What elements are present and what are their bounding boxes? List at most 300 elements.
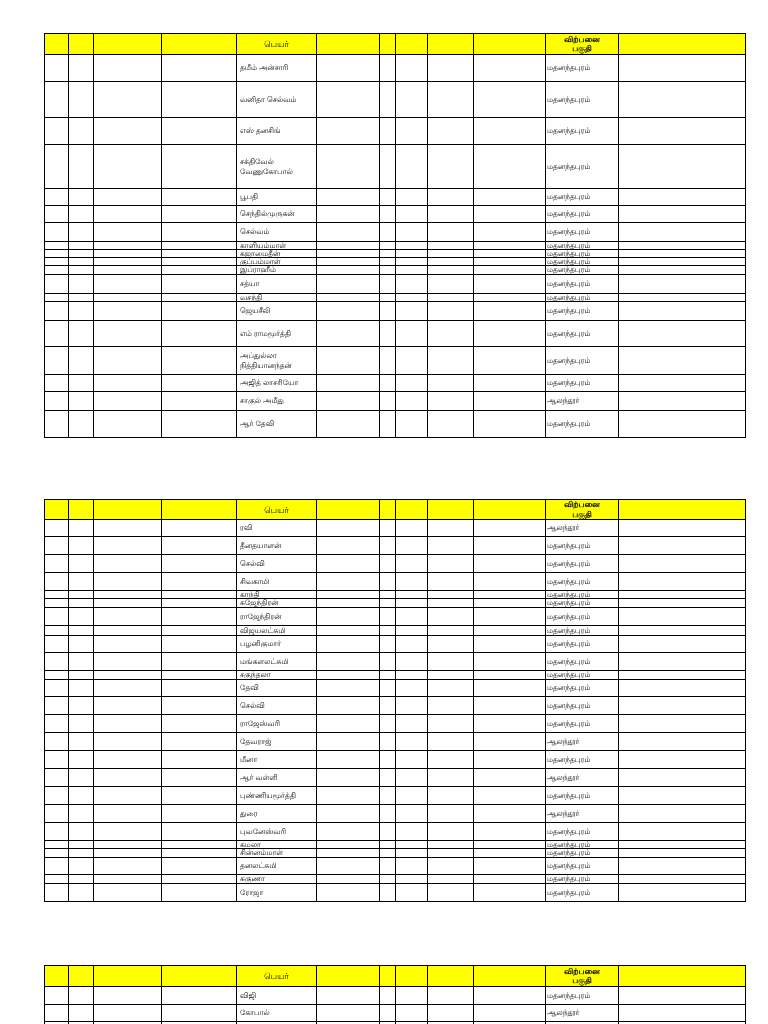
empty-cell: [162, 849, 237, 857]
empty-cell: [45, 715, 69, 732]
customer-name: காந்தி: [240, 589, 260, 599]
empty-cell: [69, 347, 94, 374]
empty-cell: [162, 573, 237, 590]
customer-name: அப்துல்லா நித்தியானந்தன்: [240, 350, 292, 370]
empty-cell: [619, 55, 746, 81]
empty-cell: [474, 242, 546, 249]
empty-cell: [380, 258, 396, 265]
empty-cell: [474, 787, 546, 804]
empty-cell: [94, 805, 162, 822]
empty-cell: [45, 591, 69, 598]
empty-cell: [396, 823, 428, 840]
empty-cell: [428, 599, 474, 607]
empty-cell: [619, 275, 746, 293]
empty-cell: [428, 884, 474, 901]
empty-cell: [474, 189, 546, 205]
table-row: [45, 849, 746, 858]
empty-cell: [474, 145, 546, 188]
empty-cell: [380, 787, 396, 804]
table-row: [45, 223, 746, 242]
empty-cell: [396, 242, 428, 249]
empty-cell: [619, 118, 746, 144]
empty-cell: [428, 858, 474, 874]
empty-cell: [396, 769, 428, 786]
name-cell: [237, 599, 317, 607]
empty-cell: [474, 671, 546, 679]
sales-area-cell: [546, 275, 619, 293]
empty-cell: [396, 733, 428, 750]
empty-cell: [396, 294, 428, 301]
empty-cell: [94, 875, 162, 883]
empty-cell: [317, 849, 380, 857]
empty-cell: [69, 671, 94, 679]
empty-cell: [396, 520, 428, 536]
table-row: [45, 82, 746, 118]
empty-cell: [69, 715, 94, 732]
empty-cell: [162, 653, 237, 670]
empty-cell: [69, 599, 94, 607]
empty-cell: [94, 987, 162, 1004]
empty-cell: [619, 671, 746, 679]
table-row: [45, 680, 746, 697]
sales-area-cell: [546, 599, 619, 607]
empty-cell: [619, 769, 746, 786]
empty-cell: [94, 787, 162, 804]
empty-cell: [94, 849, 162, 857]
empty-cell: [428, 294, 474, 301]
empty-cell: [45, 302, 69, 320]
empty-cell: [380, 145, 396, 188]
sales-area: மதனந்தபுரம்: [547, 540, 591, 550]
empty-cell: [162, 599, 237, 607]
empty-cell: [474, 573, 546, 590]
empty-cell: [162, 82, 237, 117]
customer-name: ராஜேந்திரன்: [240, 611, 282, 621]
empty-cell: [317, 321, 380, 346]
empty-cell: [94, 250, 162, 257]
empty-cell: [619, 392, 746, 410]
sales-area-cell: [546, 118, 619, 144]
empty-cell: [474, 250, 546, 257]
sales-area: மதனந்தபுரம்: [547, 874, 591, 883]
customer-name: செந்தில்முருகன்: [240, 209, 295, 218]
empty-cell: [69, 823, 94, 840]
sales-area: மதனந்தபுரம்: [547, 94, 591, 104]
empty-cell: [396, 275, 428, 293]
empty-cell: [428, 223, 474, 241]
empty-cell: [428, 206, 474, 222]
empty-cell: [45, 145, 69, 188]
table-row: [45, 145, 746, 189]
empty-cell: [428, 636, 474, 652]
empty-cell: [69, 206, 94, 222]
empty-cell: [474, 520, 546, 536]
name-header-label: பெயர்: [264, 39, 289, 49]
sales-area: மதனந்தபுரம்: [547, 558, 591, 568]
empty-cell: [317, 875, 380, 883]
empty-cell: [69, 223, 94, 241]
header-cell: [162, 966, 237, 986]
customer-name: வனிதா செல்வம்: [240, 94, 297, 104]
empty-cell: [94, 118, 162, 144]
empty-cell: [428, 987, 474, 1004]
empty-cell: [162, 392, 237, 410]
empty-cell: [162, 555, 237, 572]
empty-cell: [396, 321, 428, 346]
empty-cell: [94, 697, 162, 714]
sales-area-cell: [546, 392, 619, 410]
empty-cell: [428, 242, 474, 249]
empty-cell: [94, 206, 162, 222]
header-cell: [380, 966, 396, 986]
empty-cell: [45, 608, 69, 625]
empty-cell: [619, 697, 746, 714]
empty-cell: [162, 375, 237, 391]
empty-cell: [317, 275, 380, 293]
empty-cell: [619, 82, 746, 117]
empty-cell: [428, 302, 474, 320]
empty-cell: [317, 55, 380, 81]
name-cell: [237, 347, 317, 374]
empty-cell: [619, 653, 746, 670]
empty-cell: [69, 653, 94, 670]
table-row: [45, 555, 746, 573]
sales-area: ஆலந்தூர்: [547, 772, 580, 782]
empty-cell: [69, 805, 94, 822]
name-cell: [237, 223, 317, 241]
empty-cell: [396, 671, 428, 679]
empty-cell: [474, 751, 546, 768]
table-row: [45, 294, 746, 302]
empty-cell: [380, 875, 396, 883]
customer-name: சத்யா: [240, 279, 260, 288]
empty-cell: [94, 573, 162, 590]
sales-area: மதனந்தபுரம்: [547, 754, 591, 764]
empty-cell: [94, 392, 162, 410]
empty-cell: [45, 55, 69, 81]
sales-area: மதனந்தபுரம்: [547, 209, 591, 218]
empty-cell: [474, 223, 546, 241]
empty-cell: [162, 751, 237, 768]
empty-cell: [428, 805, 474, 822]
empty-cell: [474, 875, 546, 883]
empty-cell: [69, 858, 94, 874]
empty-cell: [162, 321, 237, 346]
customer-name: பூபதி: [240, 192, 259, 201]
empty-cell: [162, 266, 237, 274]
name-header-label: பெயர்: [264, 971, 289, 981]
name-cell: [237, 636, 317, 652]
empty-cell: [69, 118, 94, 144]
empty-cell: [45, 275, 69, 293]
sales-area-cell: [546, 347, 619, 374]
empty-cell: [94, 653, 162, 670]
sales-area-header-label: [564, 35, 600, 54]
customer-name: சகுந்தலா: [240, 670, 271, 679]
empty-cell: [69, 787, 94, 804]
empty-cell: [317, 733, 380, 750]
empty-cell: [69, 275, 94, 293]
empty-cell: [45, 258, 69, 265]
empty-cell: [396, 347, 428, 374]
empty-cell: [396, 375, 428, 391]
empty-cell: [317, 823, 380, 840]
name-cell: [237, 392, 317, 410]
empty-cell: [69, 392, 94, 410]
empty-cell: [380, 884, 396, 901]
empty-cell: [380, 266, 396, 274]
empty-cell: [162, 1005, 237, 1021]
empty-cell: [396, 55, 428, 81]
empty-cell: [45, 884, 69, 901]
empty-cell: [162, 787, 237, 804]
empty-cell: [317, 697, 380, 714]
empty-cell: [396, 537, 428, 554]
name-cell: [237, 987, 317, 1004]
empty-cell: [396, 841, 428, 848]
empty-cell: [317, 302, 380, 320]
customer-name: சாகுல் அமீது: [240, 396, 284, 405]
sales-area: மதனந்தபுரம்: [547, 355, 591, 365]
empty-cell: [45, 223, 69, 241]
empty-cell: [69, 884, 94, 901]
empty-cell: [162, 520, 237, 536]
empty-cell: [94, 769, 162, 786]
empty-cell: [317, 258, 380, 265]
empty-cell: [45, 242, 69, 249]
empty-cell: [380, 823, 396, 840]
empty-cell: [162, 145, 237, 188]
empty-cell: [94, 347, 162, 374]
empty-cell: [69, 82, 94, 117]
name-cell: [237, 608, 317, 625]
sales-area-cell: [546, 520, 619, 536]
empty-cell: [162, 258, 237, 265]
empty-cell: [380, 591, 396, 598]
name-cell: [237, 321, 317, 346]
empty-cell: [317, 591, 380, 598]
header-cell: [619, 34, 746, 54]
empty-cell: [162, 206, 237, 222]
empty-cell: [94, 555, 162, 572]
header-cell: [428, 500, 474, 519]
customer-name: சக்திவேல் வேணுகோபால்: [240, 156, 293, 176]
empty-cell: [619, 841, 746, 848]
header-cell: [69, 500, 94, 519]
sales-area: மதனந்தபுரம்: [547, 306, 591, 315]
sales-area: மதனந்தபுரம்: [547, 576, 591, 586]
header-cell: [45, 500, 69, 519]
name-cell: [237, 555, 317, 572]
name-cell: [237, 302, 317, 320]
sales-area-cell: [546, 608, 619, 625]
empty-cell: [396, 680, 428, 696]
sales-area: மதனந்தபுரம்: [547, 161, 591, 171]
header-cell: [94, 966, 162, 986]
header-cell: [162, 500, 237, 519]
empty-cell: [380, 769, 396, 786]
sales-area: மதனந்தபுரம்: [547, 670, 591, 679]
empty-cell: [396, 875, 428, 883]
name-cell: [237, 520, 317, 536]
sales-area: மதனந்தபுரம்: [547, 240, 591, 250]
empty-cell: [619, 321, 746, 346]
empty-cell: [45, 858, 69, 874]
header-row: [45, 500, 746, 520]
empty-cell: [317, 375, 380, 391]
empty-cell: [94, 591, 162, 598]
sales-area-cell: [546, 805, 619, 822]
empty-cell: [474, 680, 546, 696]
empty-cell: [69, 189, 94, 205]
customer-name: தேவி: [240, 683, 259, 692]
sales-area: மதனந்தபுரம்: [547, 378, 591, 387]
empty-cell: [162, 858, 237, 874]
empty-cell: [396, 223, 428, 241]
empty-cell: [162, 250, 237, 257]
sales-area: ஆலந்தூர்: [547, 1008, 580, 1017]
sales-area: ஆலந்தூர்: [547, 808, 580, 818]
empty-cell: [380, 242, 396, 249]
empty-cell: [94, 223, 162, 241]
name-cell: [237, 787, 317, 804]
table-row: [45, 599, 746, 608]
customer-name: ராஜேஸ்வரி: [240, 718, 281, 728]
customer-name: கோபால்: [240, 1008, 270, 1017]
sales-area-cell: [546, 573, 619, 590]
empty-cell: [428, 55, 474, 81]
empty-cell: [380, 118, 396, 144]
empty-cell: [428, 375, 474, 391]
empty-cell: [45, 520, 69, 536]
empty-cell: [69, 145, 94, 188]
header-cell: [428, 34, 474, 54]
empty-cell: [162, 671, 237, 679]
header-cell: [317, 966, 380, 986]
empty-cell: [45, 875, 69, 883]
empty-cell: [69, 591, 94, 598]
sales-area: மதனந்தபுரம்: [547, 790, 591, 800]
name-cell: [237, 823, 317, 840]
empty-cell: [396, 392, 428, 410]
empty-cell: [69, 250, 94, 257]
empty-cell: [474, 849, 546, 857]
empty-cell: [474, 258, 546, 265]
customer-name: ரவி: [240, 523, 253, 532]
empty-cell: [45, 841, 69, 848]
empty-cell: [45, 537, 69, 554]
empty-cell: [619, 266, 746, 274]
empty-cell: [380, 347, 396, 374]
empty-cell: [94, 266, 162, 274]
table-row: [45, 55, 746, 82]
table-row: [45, 733, 746, 751]
empty-cell: [474, 294, 546, 301]
empty-cell: [619, 258, 746, 265]
name-cell: [237, 411, 317, 437]
header-cell: [380, 34, 396, 54]
sales-area: மதனந்தபுரம்: [547, 292, 591, 302]
empty-cell: [94, 520, 162, 536]
empty-cell: [474, 302, 546, 320]
empty-cell: [45, 697, 69, 714]
empty-cell: [45, 823, 69, 840]
customer-name: எஸ் தனசிங்: [240, 126, 281, 135]
empty-cell: [69, 520, 94, 536]
table-row: [45, 275, 746, 294]
empty-cell: [396, 250, 428, 257]
table-row: [45, 1005, 746, 1022]
sales-table-3: [44, 965, 746, 1024]
empty-cell: [317, 608, 380, 625]
empty-cell: [380, 250, 396, 257]
empty-cell: [428, 715, 474, 732]
sales-area: மதனந்தபுரம்: [547, 683, 591, 692]
name-cell: [237, 715, 317, 732]
empty-cell: [45, 626, 69, 635]
customer-name: குப்பம்மாள்: [240, 256, 281, 266]
empty-cell: [396, 608, 428, 625]
empty-cell: [619, 302, 746, 320]
empty-cell: [474, 55, 546, 81]
empty-cell: [396, 266, 428, 274]
empty-cell: [474, 841, 546, 848]
empty-cell: [45, 751, 69, 768]
empty-cell: [94, 858, 162, 874]
empty-cell: [317, 242, 380, 249]
empty-cell: [396, 884, 428, 901]
name-cell: [237, 573, 317, 590]
sales-area-cell: [546, 294, 619, 301]
empty-cell: [162, 636, 237, 652]
header-cell: [162, 34, 237, 54]
empty-cell: [317, 626, 380, 635]
empty-cell: [162, 242, 237, 249]
empty-cell: [162, 189, 237, 205]
name-header-label: பெயர்: [264, 504, 289, 515]
empty-cell: [69, 751, 94, 768]
customer-name: இப்ராஹீம்: [240, 265, 277, 274]
empty-cell: [428, 823, 474, 840]
empty-cell: [94, 1005, 162, 1021]
empty-cell: [396, 697, 428, 714]
table-row: [45, 823, 746, 841]
header-cell: [396, 34, 428, 54]
customer-name: தேவராஜ்: [240, 736, 272, 746]
sales-area-cell: [546, 858, 619, 874]
empty-cell: [396, 805, 428, 822]
empty-cell: [317, 145, 380, 188]
name-cell: [237, 189, 317, 205]
empty-cell: [474, 321, 546, 346]
empty-cell: [428, 733, 474, 750]
empty-cell: [162, 347, 237, 374]
header-cell: [380, 500, 396, 519]
customer-name: கமலா: [240, 839, 261, 849]
empty-cell: [396, 573, 428, 590]
empty-cell: [396, 82, 428, 117]
empty-cell: [428, 697, 474, 714]
name-cell: [237, 1005, 317, 1021]
empty-cell: [162, 411, 237, 437]
empty-cell: [380, 1005, 396, 1021]
empty-cell: [317, 223, 380, 241]
empty-cell: [45, 392, 69, 410]
empty-cell: [94, 189, 162, 205]
empty-cell: [474, 769, 546, 786]
empty-cell: [162, 884, 237, 901]
empty-cell: [162, 805, 237, 822]
